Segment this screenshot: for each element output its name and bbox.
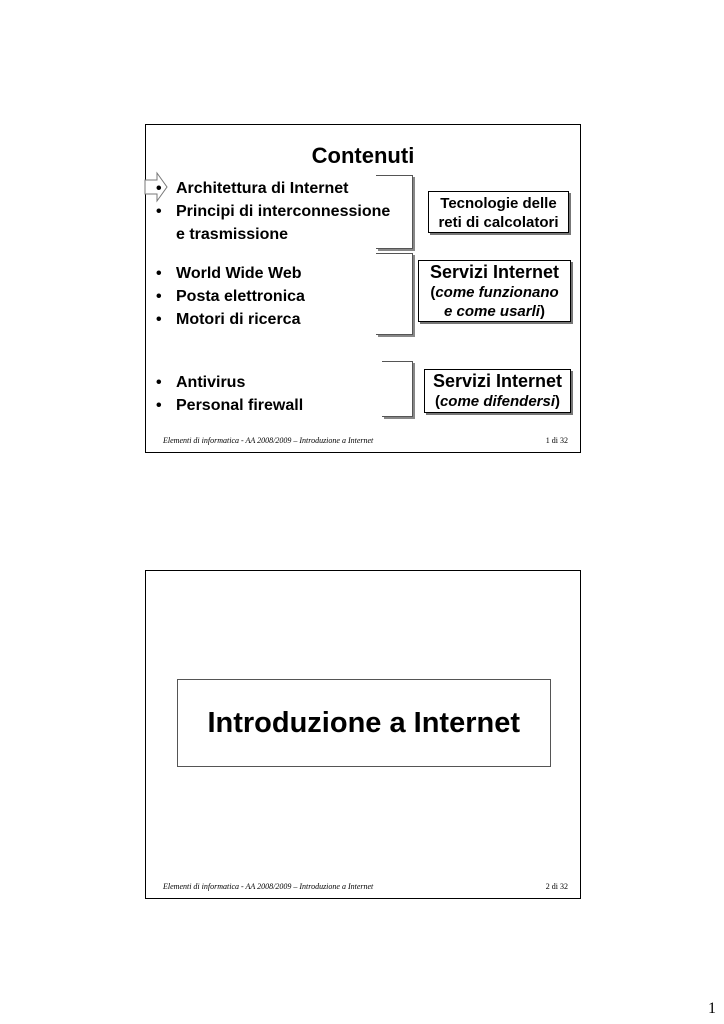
topic-list-services <box>156 262 305 331</box>
category-box-technologies: Tecnologie delle reti di calcolatori <box>428 191 569 233</box>
bullet-icon: • <box>156 374 162 391</box>
slide-footer <box>163 436 568 445</box>
bullet-icon: • <box>156 397 162 414</box>
bullet-icon: • <box>156 265 162 282</box>
category-box-services: Servizi Internet (come funzionano e come usarli) <box>418 260 571 322</box>
footer-course: Elementi di informatica - AA 2008/2009 – Introduzione a Internet <box>163 882 374 891</box>
slide-footer <box>163 882 568 891</box>
slide-counter: 1 di 32 <box>545 436 568 445</box>
page-number: 1 <box>708 1000 716 1017</box>
list-item: • Architettura di Internet <box>156 177 390 200</box>
slide-title: Contenuti <box>311 143 415 168</box>
list-item: • World Wide Web <box>156 262 305 285</box>
bullet-icon: • <box>156 288 162 305</box>
bullet-icon: • <box>156 311 162 328</box>
bracket-security <box>382 361 413 417</box>
slide-1 <box>145 124 581 453</box>
list-item: • Antivirus <box>156 371 303 394</box>
topic-list-security <box>156 371 303 417</box>
list-item: • Personal firewall <box>156 394 303 417</box>
topic-list-technologies <box>156 177 390 246</box>
footer-course: Elementi di informatica - AA 2008/2009 – Introduzione a Internet <box>163 436 374 445</box>
list-item: • Principi di interconnessione e trasmissione <box>156 200 390 246</box>
bracket-technologies <box>376 175 413 249</box>
category-box-security: Servizi Internet (come difendersi) <box>424 369 571 413</box>
section-title-box <box>177 679 551 767</box>
slide-counter: 2 di 32 <box>545 882 568 891</box>
bullet-icon: • <box>156 180 162 197</box>
bullet-icon: • <box>156 203 162 220</box>
list-item: • Posta elettronica <box>156 285 305 308</box>
section-title: Introduzione a Internet <box>207 706 520 739</box>
slide-2 <box>145 570 581 899</box>
bracket-services <box>376 253 413 335</box>
list-item: • Motori di ricerca <box>156 308 305 331</box>
